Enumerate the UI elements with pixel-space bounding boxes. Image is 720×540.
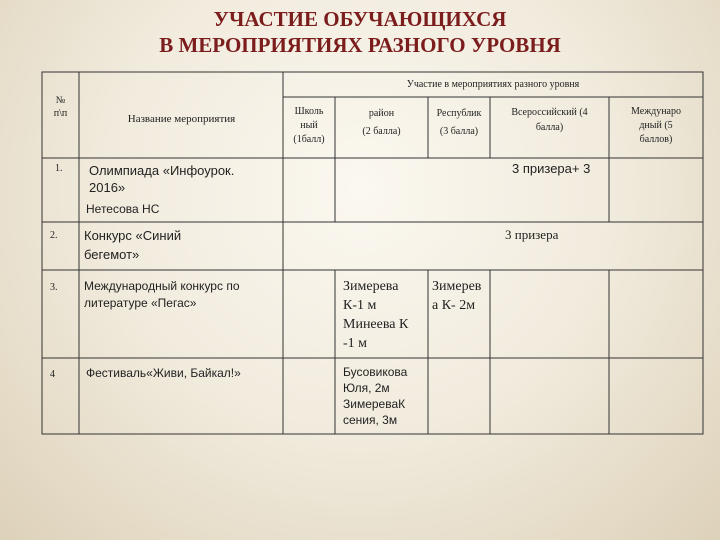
row-1-note: Нетесова НС (86, 202, 160, 216)
row-3-republic: Зимерев а К- 2м (432, 279, 482, 313)
row-3-district: Зимерева К-1 м Минеева К -1 м (343, 279, 409, 351)
header-international: Междунаро дный (5 баллов) (631, 106, 681, 145)
row-2-national: 3 призера (505, 227, 559, 242)
row-1-event-name: Олимпиада «Инфоурок. 2016» (89, 163, 235, 195)
title-line-1: УЧАСТИЕ ОБУЧАЮЩИХСЯ (213, 7, 507, 31)
row-1-national: 3 призера+ 3 (512, 161, 591, 176)
row-2-number: 2. (50, 230, 58, 241)
header-republic: Республик (3 балла) (436, 108, 482, 137)
header-national: Всероссийский (4 балла) (511, 107, 588, 133)
header-number: № п\п (53, 95, 68, 119)
row-1-number: 1. (55, 163, 63, 174)
row-2-event-name: Конкурс «Синий бегемот» (84, 228, 182, 262)
header-district: район (2 балла) (362, 108, 401, 137)
title-line-2: В МЕРОПРИЯТИЯХ РАЗНОГО УРОВНЯ (159, 33, 561, 57)
header-level-group: Участие в мероприятиях разного уровня (406, 79, 580, 90)
row-4-district: Бусовикова Юля, 2м ЗимереваК сения, 3м (343, 365, 408, 427)
row-4-number: 4 (50, 369, 55, 380)
header-school: Школь ный (1балл) (293, 106, 325, 145)
page-title (0, 6, 720, 58)
row-4-event-name: Фестиваль«Живи, Байкал!» (86, 366, 241, 380)
row-3-event-name: Международный конкурс по литературе «Пегас» (84, 279, 240, 310)
row-3-number: 3. (50, 282, 58, 293)
header-event-name: Название мероприятия (127, 113, 236, 125)
